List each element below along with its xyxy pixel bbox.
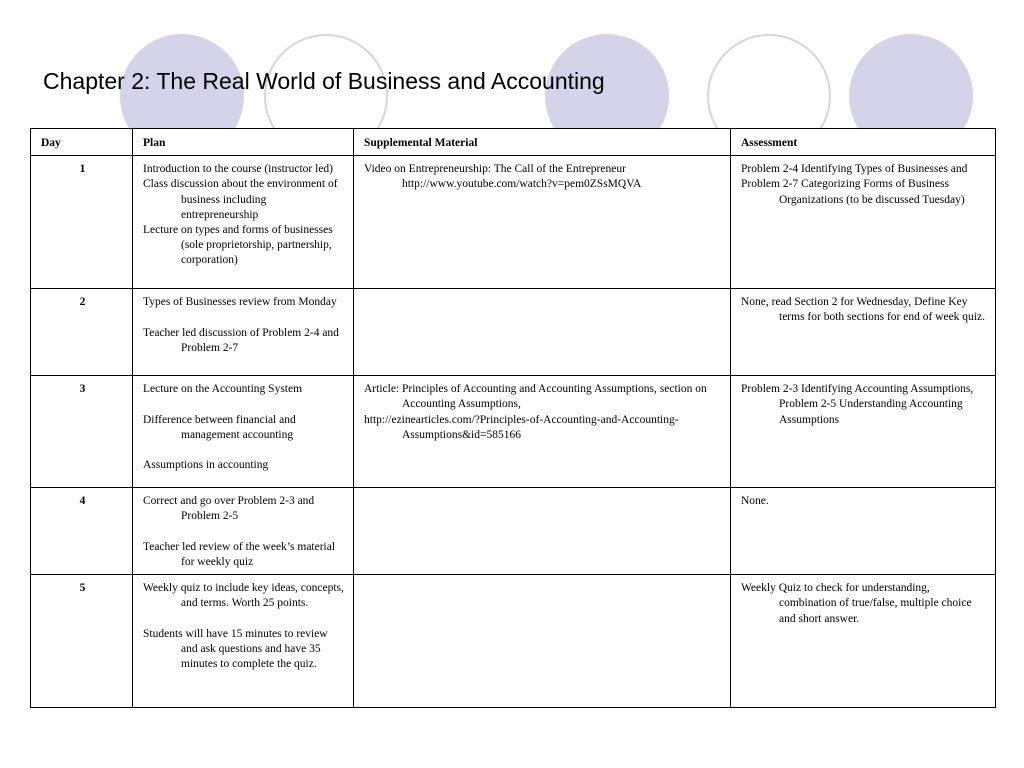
plan-cell — [133, 289, 354, 376]
spacer — [143, 397, 345, 412]
assessment-entry: None. — [741, 495, 769, 508]
plan-cell — [133, 376, 354, 488]
header-plan: Plan — [133, 129, 354, 156]
plan-cell — [133, 575, 354, 708]
spacer — [143, 443, 345, 458]
table-row — [31, 488, 996, 575]
plan-entry: Types of Businesses review from Monday — [143, 296, 337, 309]
assessment-entry: Problem 2-3 Identifying Accounting Assumptions, Problem 2-5 Understanding Accounting Assumptions — [741, 383, 974, 426]
day-cell: 3 — [31, 376, 133, 488]
supplemental-cell — [354, 488, 731, 575]
table-row — [31, 289, 996, 376]
header-supplemental: Supplemental Material — [354, 129, 731, 156]
plan-entry: Class discussion about the environment of business including entrepreneurship — [143, 178, 338, 221]
plan-entry: Introduction to the course (instructor led) — [143, 163, 334, 176]
supplemental-cell — [354, 156, 731, 289]
day-cell: 2 — [31, 289, 133, 376]
table-row — [31, 376, 996, 488]
plan-entry: Teacher led discussion of Problem 2-4 and Problem 2-7 — [143, 326, 339, 354]
spacer — [143, 525, 345, 540]
slide-title: Chapter 2: The Real World of Business and Accounting — [43, 68, 605, 94]
plan-entry: Lecture on the Accounting System — [143, 383, 303, 396]
day-cell: 1 — [31, 156, 133, 289]
spacer — [143, 612, 345, 627]
assessment-entry: Problem 2-4 Identifying Types of Businesses and — [741, 163, 968, 176]
plan-entry: Assumptions in accounting — [143, 459, 269, 472]
day-cell: 4 — [31, 488, 133, 575]
plan-entry: Teacher led review of the week’s material for weekly quiz — [143, 540, 336, 568]
assessment-entry: Weekly Quiz to check for understanding, combination of true/false, multiple choice and short answer. — [741, 582, 972, 625]
assessment-entry: Problem 2-7 Categorizing Forms of Business Organizations (to be discussed Tuesday) — [741, 178, 965, 206]
plan-cell — [133, 156, 354, 289]
assessment-cell — [731, 376, 996, 488]
supplemental-entry: Video on Entrepreneurship: The Call of the Entrepreneur http://www.youtube.com/watch?v=pem0ZSsMQVA — [364, 163, 642, 191]
assessment-entry: None, read Section 2 for Wednesday, Define Key terms for both sections for end of week quiz. — [741, 296, 985, 324]
plan-entry: Students will have 15 minutes to review and ask questions and have 35 minutes to complete the quiz. — [143, 627, 328, 671]
plan-entry: Difference between financial and management accounting — [143, 413, 296, 441]
table-row — [31, 156, 996, 289]
plan-entry: Correct and go over Problem 2-3 and Problem 2-5 — [143, 495, 315, 523]
assessment-cell — [731, 289, 996, 376]
assessment-cell — [731, 488, 996, 575]
supplemental-link: http://ezinearticles.com/?Principles-of-Accounting-and-Accounting-Assumptions&id=585166 — [364, 413, 679, 441]
plan-entry: Weekly quiz to include key ideas, concepts, and terms. Worth 25 points. — [143, 582, 344, 610]
supplemental-cell — [354, 575, 731, 708]
spacer — [143, 310, 345, 325]
plan-entry: Lecture on types and forms of businesses (sole proprietorship, partnership, corporation) — [143, 224, 333, 267]
header-day: Day — [31, 129, 133, 156]
schedule-table — [30, 128, 996, 708]
header-assessment: Assessment — [731, 129, 996, 156]
table-row — [31, 575, 996, 708]
assessment-cell — [731, 575, 996, 708]
supplemental-cell — [354, 289, 731, 376]
plan-cell — [133, 488, 354, 575]
table-header-row — [31, 129, 996, 156]
supplemental-entry: Article: Principles of Accounting and Accounting Assumptions, section on Accounting Assumptions, — [364, 383, 707, 411]
supplemental-cell — [354, 376, 731, 488]
assessment-cell — [731, 156, 996, 289]
day-cell: 5 — [31, 575, 133, 708]
